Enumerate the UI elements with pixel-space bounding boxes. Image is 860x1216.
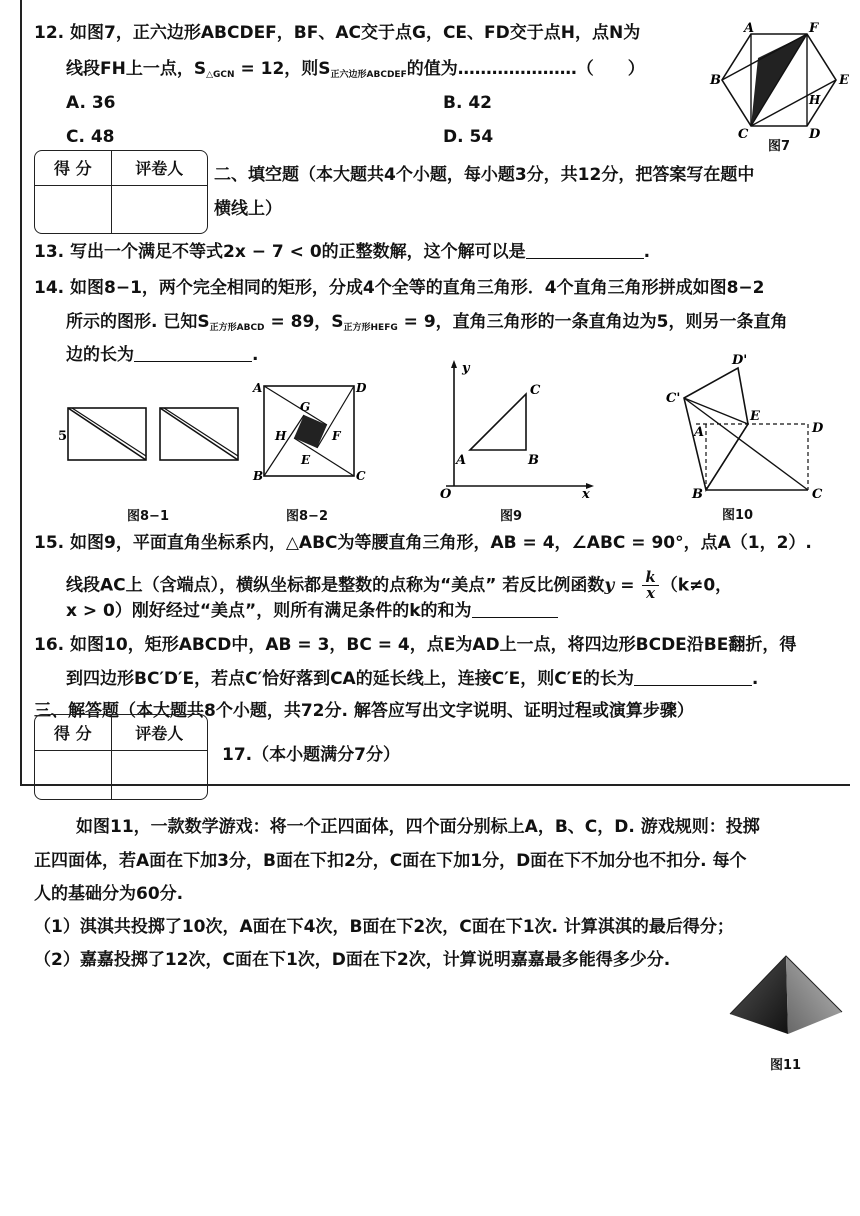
fig81-label-5: 5 xyxy=(58,429,68,444)
fig10-label-c: C xyxy=(812,487,823,500)
score-box-col2: 评卷人 xyxy=(111,151,207,185)
fig82-label-e: E xyxy=(301,453,311,467)
q14-line2: 所示的图形. 已知$S_{正方形ABCD} = 89$，$S_{正方形HEFG} = 9$，直角三角形的一条直角边为5，则另一条直角 xyxy=(66,312,788,333)
q17-paragraph-2: 正四面体，若A面在下加3分，B面在下扣2分，C面在下加1分，D面在下不加分也不扣分. 每个 xyxy=(34,851,747,871)
fig7-label-a: A xyxy=(744,21,755,36)
fraction-denominator: x xyxy=(646,584,656,602)
q12-line2: 线段FH上一点，$S_{\triangle GCN} = 12$，则$S_{正六边形ABCDEF}$的值为…………………（ ） xyxy=(66,59,645,80)
fig81-caption: 图8−1 xyxy=(127,509,169,524)
grader-input-cell[interactable] xyxy=(111,185,207,233)
q12-option-c: C. 48 xyxy=(66,127,115,147)
q15-line1: 15. 如图9，平面直角坐标系内，△ABC为等腰直角三角形，AB = 4，∠ABC = 90°，点A（1，2）. xyxy=(34,533,812,553)
q17-title: 17.（本小题满分7分） xyxy=(222,745,400,765)
fig82-label-b: B xyxy=(253,469,264,483)
fig7-label-c: C xyxy=(738,127,749,142)
fig82-label-h: H xyxy=(275,429,287,443)
fig7-caption: 图7 xyxy=(768,139,791,154)
fig9-label-o: O xyxy=(440,487,452,501)
q14-line3: 边的长为 . xyxy=(66,345,259,365)
fig10-label-b: B xyxy=(692,487,703,500)
fig10-label-e: E xyxy=(750,409,760,424)
fig7-label-f: F xyxy=(809,21,819,36)
q16-line2: 到四边形BC′D′E，若点C′恰好落到CA的延长线上，连接C′E，则C′E的长为 . xyxy=(66,669,759,689)
fig9-label-c: C xyxy=(530,383,541,398)
q12-line1: 12. 如图7，正六边形ABCDEF，BF、AC交于点G，CE、FD交于点H，点N为 xyxy=(34,23,641,43)
q16-line1: 16. 如图10，矩形ABCD中，AB = 3，BC = 4，点E为AD上一点，将四边形BCDE沿BE翻折，得 xyxy=(34,635,797,655)
section3-heading: 三、解答题（本大题共8个小题，共72分. 解答应写出文字说明、证明过程或演算步骤） xyxy=(34,701,694,721)
figure-8-1-rectangles xyxy=(56,400,246,470)
q17-paragraph-1: 如图11，一款数学游戏：将一个正四面体，四个面分别标上A，B、C，D. 游戏规则：投掷 xyxy=(76,817,760,837)
q15-line3: x > 0）刚好经过“美点”，则所有满足条件的k的和为 xyxy=(66,600,558,622)
fig9-label-b: B xyxy=(528,453,539,468)
figure-10-folded-rectangle xyxy=(648,352,848,500)
q14-line1: 14. 如图8−1，两个完全相同的矩形，分成4个全等的直角三角形．4个直角三角形拼成如图8−2 xyxy=(34,278,765,298)
score-input-cell[interactable] xyxy=(35,185,111,233)
score-box-col2: 评卷人 xyxy=(111,715,207,750)
section2-line1: 二、填空题（本大题共4个小题，每小题3分，共12分，把答案写在题中 xyxy=(214,165,755,185)
fig9-label-y: y xyxy=(462,361,470,376)
fraction-numerator: k xyxy=(642,570,658,586)
fig7-label-d: D xyxy=(809,127,821,142)
q17-part-2: （2）嘉嘉投掷了12次，C面在下1次，D面在下2次，计算说明嘉嘉最多能得多少分. xyxy=(34,950,671,970)
score-box-col1: 得 分 xyxy=(35,715,111,750)
fig82-caption: 图8−2 xyxy=(286,509,328,524)
fig7-label-b: B xyxy=(710,73,721,88)
fig82-label-c: C xyxy=(356,469,366,483)
fig9-label-x: x xyxy=(582,487,590,501)
fig7-label-h: H xyxy=(809,93,821,107)
score-box-section2 xyxy=(34,150,208,234)
fig10-caption: 图10 xyxy=(722,508,754,523)
score-box-q17 xyxy=(34,714,208,800)
section2-line2: 横线上） xyxy=(214,199,282,219)
q15-line2: 线段AC上（含端点），横纵坐标都是整数的点称为“美点” 若反比例函数y = $\frac{k}{x}$ （k≠0， xyxy=(66,568,733,602)
fig9-label-a: A xyxy=(456,453,467,468)
fig10-label-d-prime: D' xyxy=(732,353,748,368)
fig10-label-c-prime: C' xyxy=(666,391,681,406)
fig82-label-f: F xyxy=(332,429,341,443)
fig11-caption: 图11 xyxy=(770,1058,802,1073)
page-frame-left xyxy=(20,0,22,785)
fig82-label-g: G xyxy=(300,400,311,414)
fig82-label-d: D xyxy=(356,381,367,395)
fig9-caption: 图9 xyxy=(500,509,523,524)
fig10-label-a: A xyxy=(694,425,705,440)
figure-11-tetrahedron xyxy=(726,950,846,1045)
score-input-cell[interactable] xyxy=(35,750,111,799)
fig7-label-e: E xyxy=(839,73,849,88)
fig10-label-d: D xyxy=(812,421,824,436)
figure-9-coordinate-plane xyxy=(424,356,604,501)
q17-paragraph-3: 人的基础分为60分. xyxy=(34,884,184,904)
q12-option-d: D. 54 xyxy=(443,127,494,147)
fig7-label-g: G xyxy=(754,45,765,59)
grader-input-cell[interactable] xyxy=(111,750,207,799)
figure-8-2-square xyxy=(248,378,368,490)
q12-option-b: B. 42 xyxy=(443,93,492,113)
q17-part-1: （1）淇淇共投掷了10次，A面在下4次，B面在下2次，C面在下1次. 计算淇淇的最后得分； xyxy=(34,917,734,937)
q12-option-a: A. 36 xyxy=(66,93,116,113)
fig82-label-a: A xyxy=(253,381,263,395)
q13-text: 13. 写出一个满足不等式2x − 7 < 0的正整数解，这个解可以是 . xyxy=(34,242,651,262)
score-box-col1: 得 分 xyxy=(35,151,111,185)
